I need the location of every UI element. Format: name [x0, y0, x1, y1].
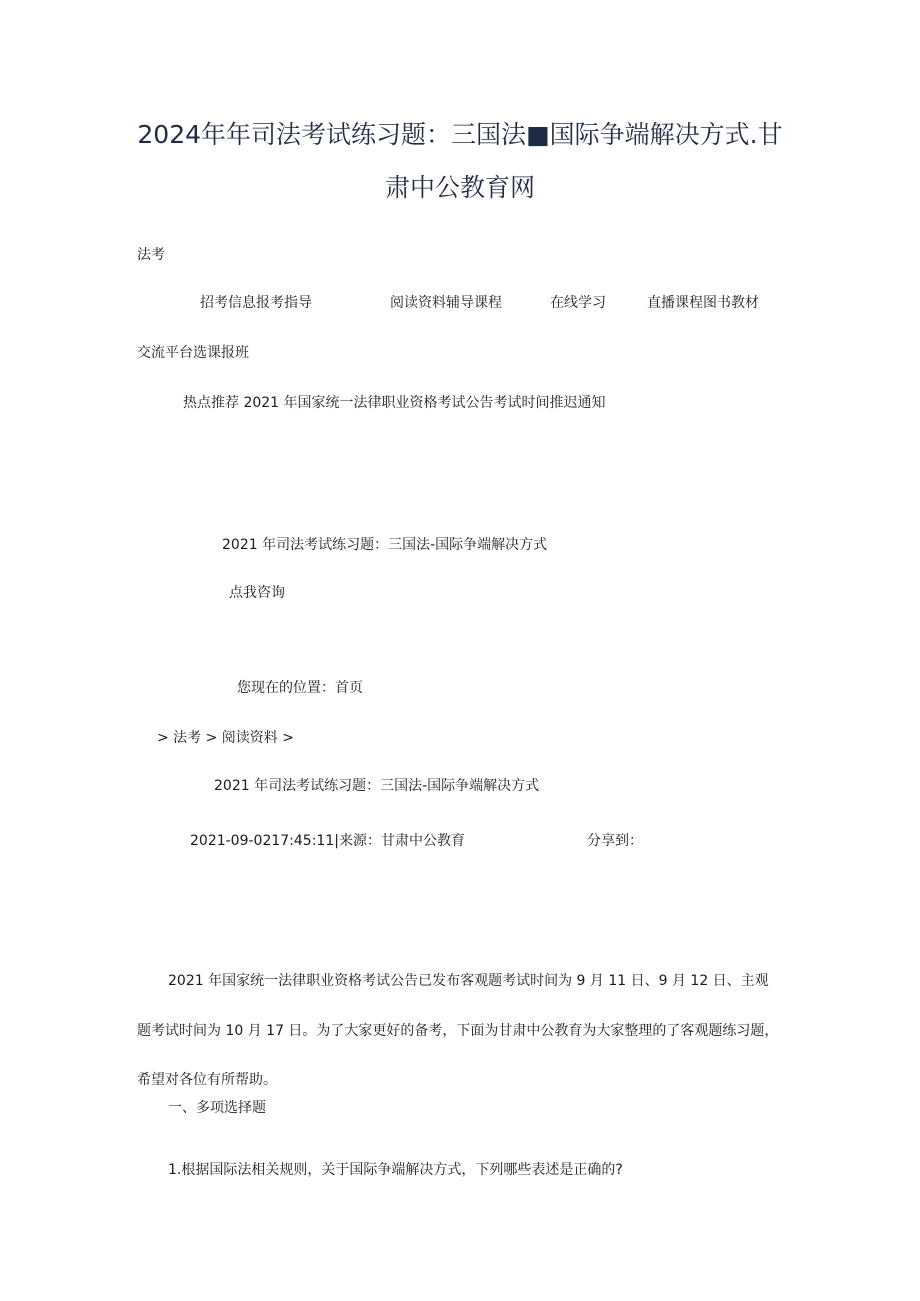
nav-item-online-learning[interactable]: 在线学习	[550, 295, 606, 311]
article-intro-line-2: 题考试时间为 10 月 17 日。为了大家更好的备考，下面为甘肃中公教育为大家整理的了客观题练习题，	[137, 1023, 779, 1039]
section-heading: 一、多项选择题	[168, 1100, 266, 1116]
nav-item-recruit-info[interactable]: 招考信息报考指导	[200, 295, 312, 311]
article-meta: 2021-09-0217:45:11|来源：甘肃中公教育	[190, 833, 465, 849]
consult-button[interactable]: 点我咨询	[229, 585, 285, 601]
nav-item-reading-materials[interactable]: 阅读资料辅导课程	[390, 295, 502, 311]
nav-item-live-courses[interactable]: 直播课程图书教材	[647, 295, 759, 311]
question-1: 1.根据国际法相关规则，关于国际争端解决方式，下列哪些表述是正确的?	[168, 1162, 623, 1178]
article-title: 2021 年司法考试练习题：三国法-国际争端解决方式	[214, 778, 540, 794]
nav-item-exchange-platform[interactable]: 交流平台选课报班	[137, 345, 249, 361]
banner-title: 2021 年司法考试练习题：三国法-国际争端解决方式	[222, 537, 548, 553]
location-label: 您现在的位置：首页	[237, 680, 363, 696]
site-section-label[interactable]: 法考	[137, 247, 165, 263]
article-intro-line-3: 希望对各位有所帮助。	[137, 1072, 277, 1088]
hot-recommendation[interactable]: 热点推荐 2021 年国家统一法律职业资格考试公告考试时间推迟通知	[183, 395, 606, 411]
page-title-line-1: 2024年年司法考试练习题：三国法■国际争端解决方式.甘	[137, 120, 783, 149]
article-intro-line-1: 2021 年国家统一法律职业资格考试公告已发布客观题考试时间为 9 月 11 日、9 月 12 日、主观	[168, 973, 769, 989]
breadcrumb[interactable]: > 法考 > 阅读资料 >	[157, 730, 294, 746]
page-title-line-2: 肃中公教育网	[384, 173, 535, 202]
share-label[interactable]: 分享到：	[587, 833, 643, 849]
